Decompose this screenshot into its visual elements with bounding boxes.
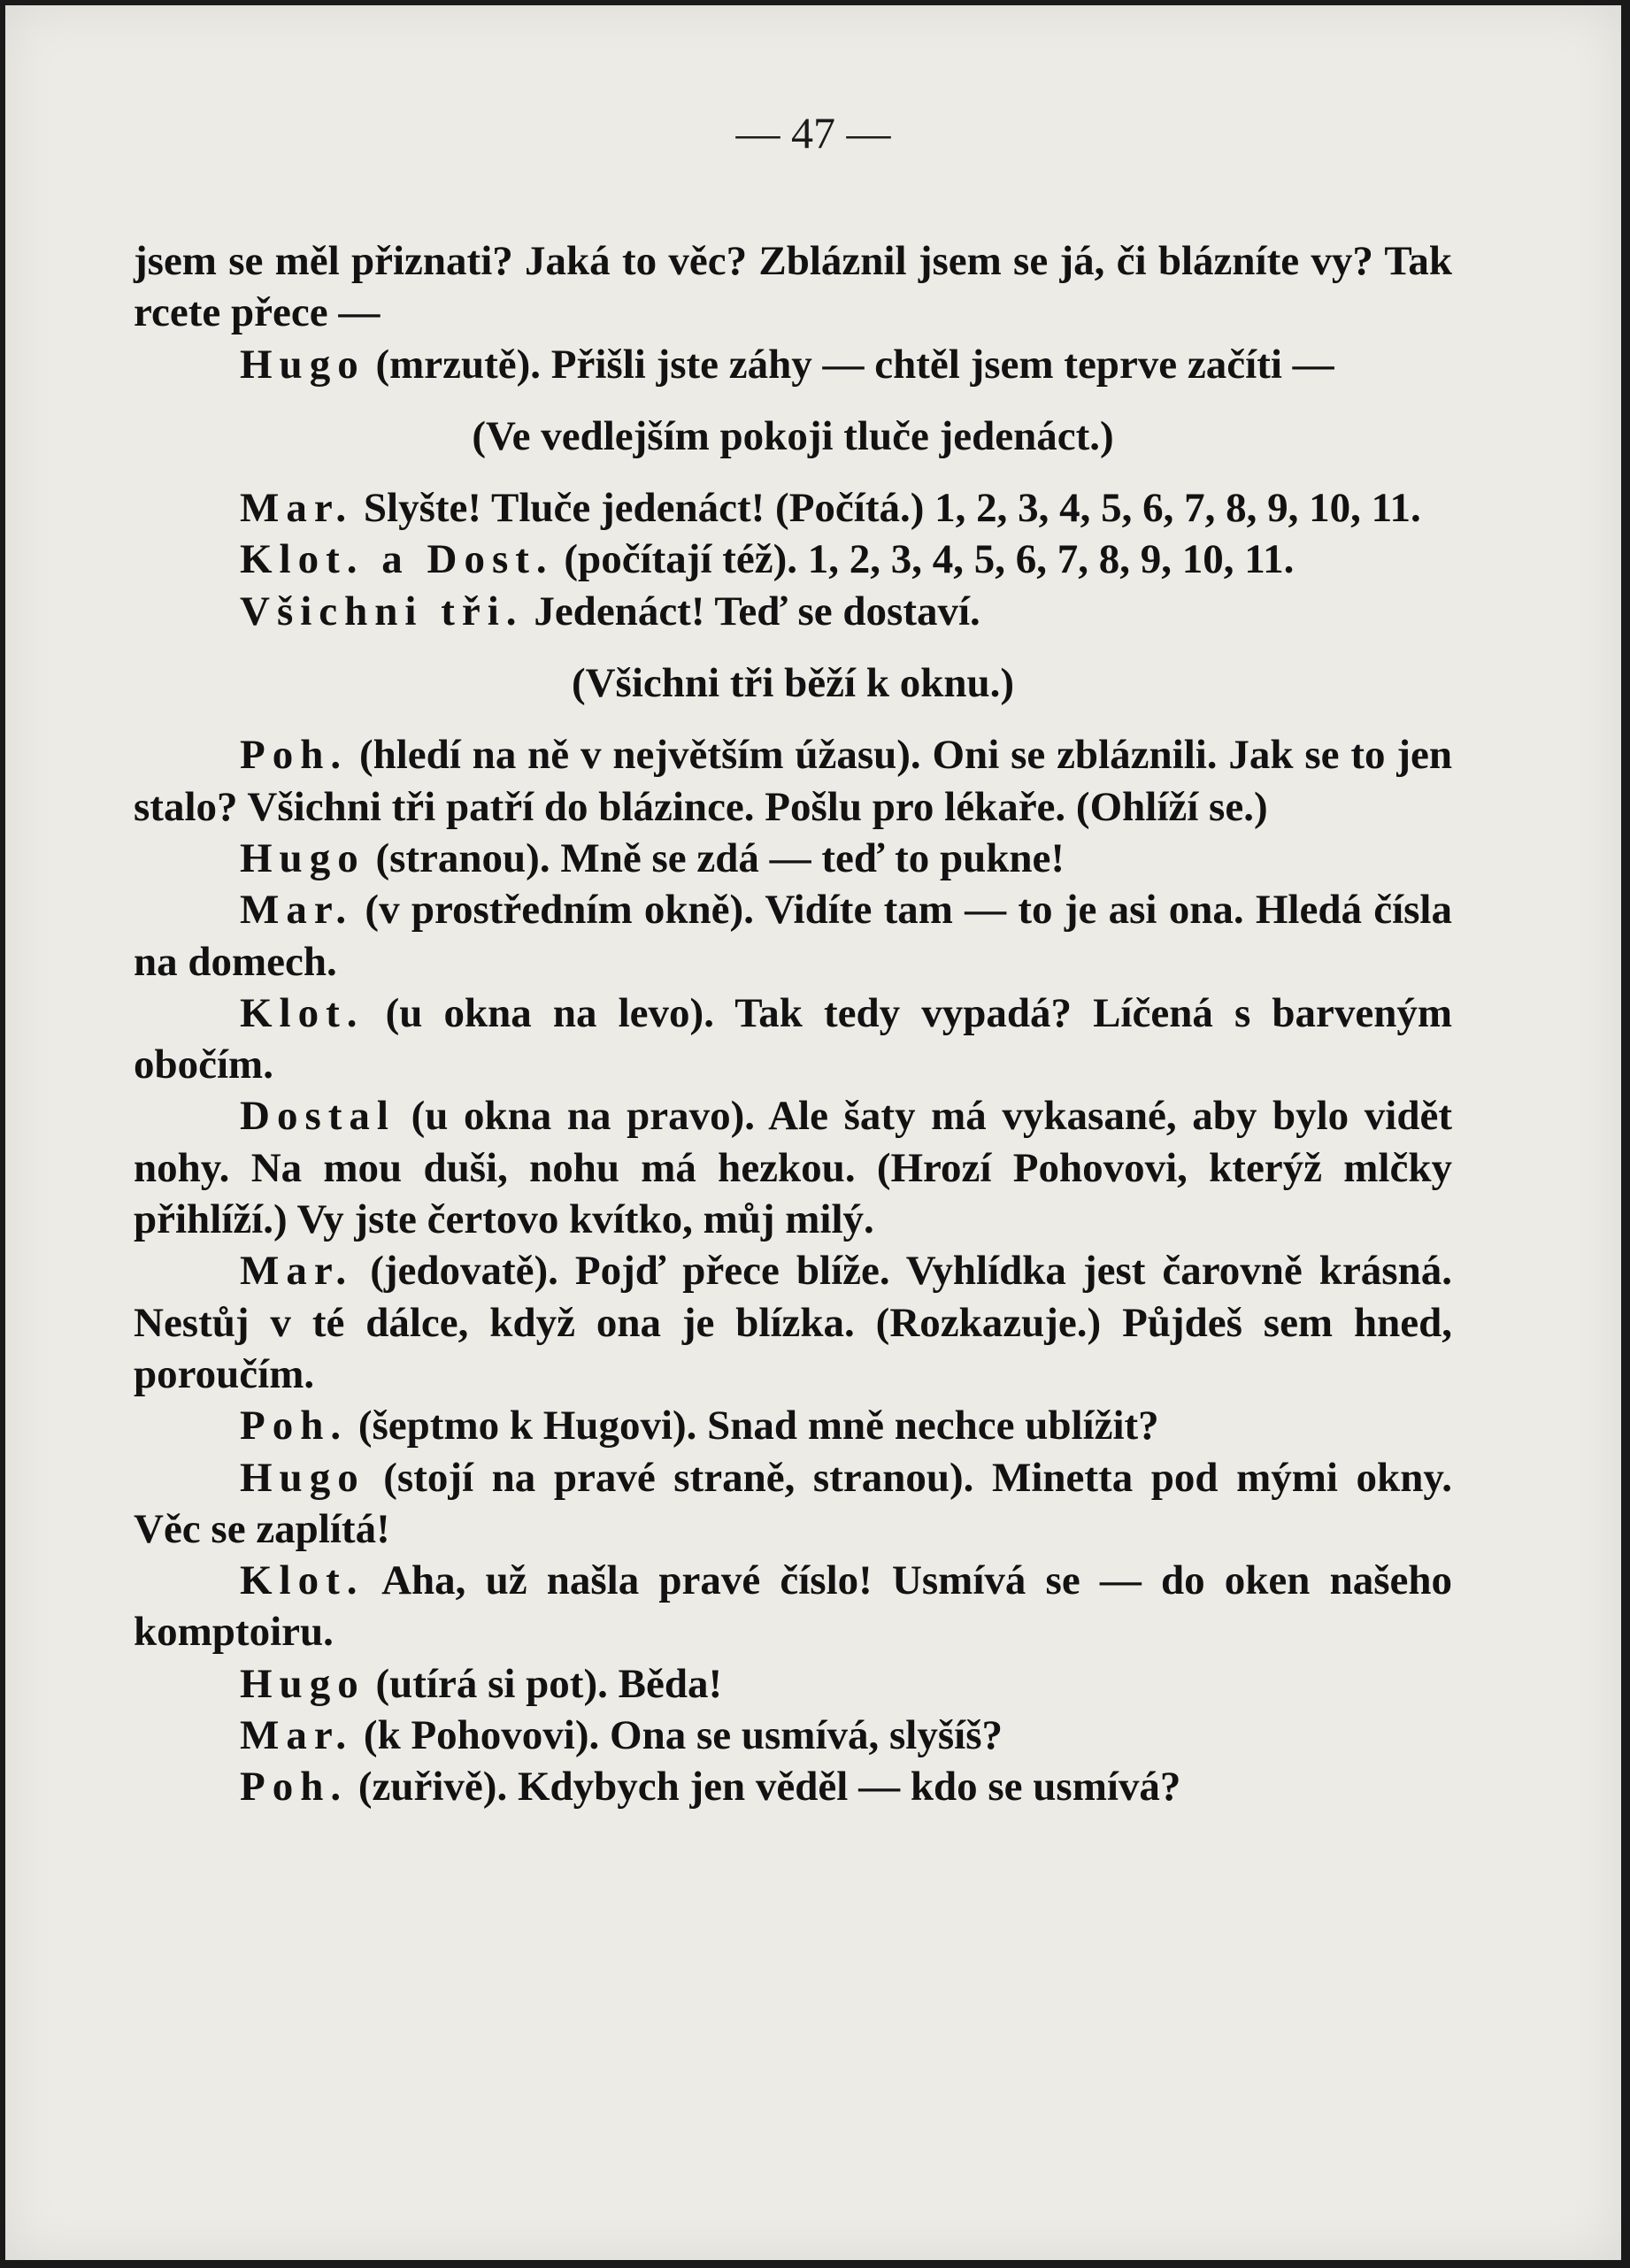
speech-paragraph <box>134 1710 1452 1761</box>
speech-text: (k Pohovovi). Ona se usmívá, slyšíš? <box>353 1712 1003 1759</box>
speaker-name: Mar. <box>240 1712 354 1759</box>
speech-text: (zuřivě). Kdybych jen věděl — kdo se usmívá? <box>348 1764 1181 1811</box>
speaker-name: Všichni tři. <box>240 588 524 634</box>
speech-paragraph <box>134 1555 1452 1658</box>
stage-direction: (Ve vedlejším pokoji tluče jedenáct.) <box>472 412 1114 459</box>
paragraph-continuation <box>134 235 1452 339</box>
stage-direction: (Všichni tři běží k oknu.) <box>571 660 1015 707</box>
page-text <box>134 235 1452 1813</box>
speech-paragraph <box>134 884 1452 988</box>
speech-paragraph <box>134 1658 1452 1710</box>
speech-text: (u okna na levo). Tak tedy vypadá? Líčená s barveným obočím. <box>134 989 1452 1088</box>
speech-text: (mrzutě). Přišli jste záhy — chtěl jsem teprve začíti — <box>365 341 1334 388</box>
speaker-name: Poh. <box>240 732 349 779</box>
speech-text: jsem se měl přiznati? Jaká to věc? Zbláznil jsem se já, či blázníte vy? Tak rcete přece — <box>134 238 1452 336</box>
speech-paragraph <box>134 1452 1452 1556</box>
speaker-name: Poh. <box>240 1764 349 1811</box>
speaker-name: Hugo <box>240 341 365 388</box>
speech-text: Jedenáct! Teď se dostaví. <box>523 588 980 634</box>
speech-paragraph <box>134 833 1452 884</box>
speech-text: (utírá si pot). Běda! <box>365 1660 723 1707</box>
speech-paragraph <box>134 729 1452 833</box>
book-page <box>5 5 1621 2260</box>
speech-text: (šeptmo k Hugovi). Snad mně nechce ublížit? <box>348 1403 1159 1449</box>
speech-text: (počítají též). 1, 2, 3, 4, 5, 6, 7, 8, 9, 10, 11. <box>553 536 1295 583</box>
speaker-name: Dostal <box>240 1093 396 1140</box>
speech-paragraph <box>134 1245 1452 1400</box>
speaker-name: Klot. <box>240 989 365 1036</box>
speaker-name: Klot. <box>240 1557 365 1604</box>
speech-paragraph <box>134 586 1452 637</box>
speech-text: Aha, už našla pravé číslo! Usmívá se — do oken našeho komptoiru. <box>134 1557 1452 1656</box>
speech-text: (v prostředním okně). Vidíte tam — to je asi ona. Hledá čísla na domech. <box>134 887 1452 985</box>
speaker-name: Mar. <box>240 1248 354 1295</box>
speech-text: Slyšte! Tluče jedenáct! (Počítá.) 1, 2, 3, 4, 5, 6, 7, 8, 9, 10, 11. <box>353 485 1421 532</box>
speaker-name: Hugo <box>240 834 365 881</box>
speaker-name: Poh. <box>240 1403 349 1449</box>
speech-paragraph <box>134 988 1452 1091</box>
speaker-name: Mar. <box>240 887 354 934</box>
speaker-name: Hugo <box>240 1660 365 1707</box>
speech-paragraph <box>134 534 1452 585</box>
page-number: — 47 — <box>735 108 891 158</box>
speaker-name: Mar. <box>240 485 354 532</box>
speech-paragraph <box>134 1090 1452 1245</box>
speech-paragraph <box>134 1400 1452 1451</box>
speech-text: (u okna na pravo). Ale šaty má vykasané, aby bylo vidět nohy. Na mou duši, nohu má hezkou. (Hrozí Pohovovi, kterýž mlčky přihlíží.) Vy jste čertovo kvítko, můj milý. <box>134 1093 1452 1243</box>
speaker-name: Hugo <box>240 1454 365 1501</box>
speech-paragraph <box>134 339 1452 390</box>
speaker-name: Klot. a Dost. <box>240 536 554 583</box>
speech-text: (jedovatě). Pojď přece blíže. Vyhlídka jest čarovně krásná. Nestůj v té dálce, když ona je blízka. (Rozkazuje.) Půjdeš sem hned, poroučím. <box>134 1248 1452 1397</box>
speech-text: (hledí na ně v největším úžasu). Oni se zbláznili. Jak se to jen stalo? Všichni tři patří do blázince. Pošlu pro lékaře. (Ohlíží se.) <box>134 732 1452 830</box>
speech-paragraph <box>134 482 1452 534</box>
speech-text: (stojí na pravé straně, stranou). Minetta pod mými okny. Věc se zaplítá! <box>134 1454 1452 1552</box>
speech-text: (stranou). Mně se zdá — teď to pukne! <box>365 834 1065 881</box>
speech-paragraph <box>134 1761 1452 1812</box>
